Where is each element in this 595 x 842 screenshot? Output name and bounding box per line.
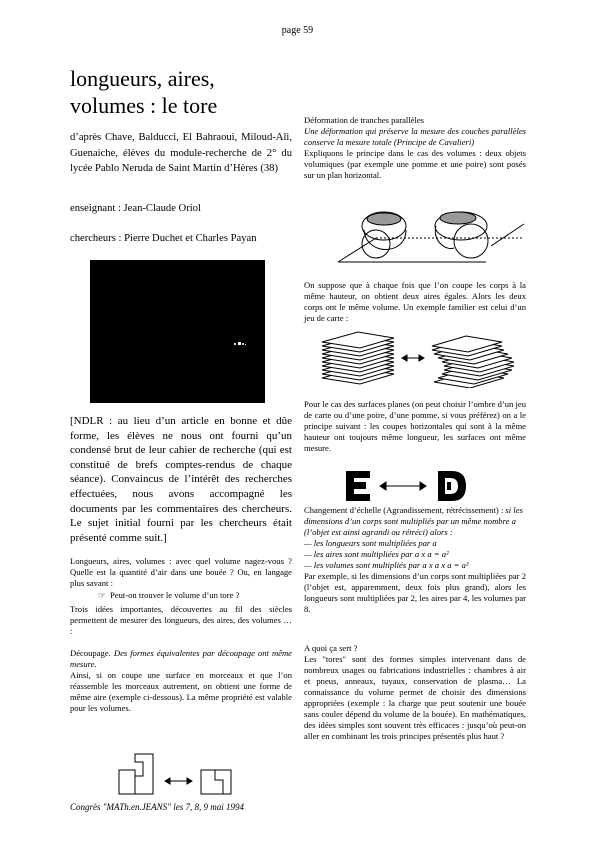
scale-example: Par exemple, si les dimensions d’un corps sont multipliées par 2 (l’objet est, apparemment, deux fois plus grand), alors les longueurs sont multipliées par 2, les aires par 4, les volumes par 8. <box>304 571 526 614</box>
surfaces-paragraph: Pour le cas des surfaces planes (on peut choisir l’ombre d’un jeu de carte ou d’une poire, d’une pomme, si vous préférez) on a le principe suivant : les coupes horizontales qui sont à la même hauteur ont toujours même longueur, les surfaces ont même mesure. <box>304 399 526 453</box>
intro-paragraph: Longueurs, aires, volumes : avec quel volume nagez-vous ? Quelle est la quantité d’air dans une bouée ? Ou, en langage plus savant : <box>70 556 292 588</box>
cavalieri-principle: Une déformation qui préserve la mesure des couches parallèles conserve la mesure totale (Principe de Cavalieri) <box>304 126 526 147</box>
suppose-paragraph: On suppose que à chaque fois que l’on coupe les corps à la même hauteur, on obtient deux aires égales. Alors les deux corps ont le même volume. Un exemple familier est celui d’un jeu de carte : <box>304 280 526 323</box>
researchers: chercheurs : Pierre Duchet et Charles Payan <box>70 233 257 244</box>
title-line-2: volumes : le tore <box>70 93 218 118</box>
scale-rule-volumes: — les volumes sont multipliés par a x a x a = a³ <box>304 560 469 570</box>
apple-pear-figure <box>336 196 526 271</box>
editor-note: [NDLR : au lieu d’un article en bonne et dûe forme, les élèves ne nous ont fourni qu’un condensé brut de leur cahier de recherche (qui est constitué de brefs comptes-rendus de chaque séance). Convaincus de l’intérêt des recherches effectuées, nous avons accompagné les documents par les commentaires des chercheurs. Le sujet initial fourni par les chercheurs était présenté comme suit.] <box>70 415 292 544</box>
page-number: page 59 <box>281 25 314 36</box>
title-line-1: longueurs, aires, <box>70 66 215 91</box>
intro-question <box>98 590 298 601</box>
three-ideas-paragraph: Trois idées importantes, découvertes au fil des siècles permettent de mesurer des longueurs, des aires, des volumes … : <box>70 604 292 636</box>
authors: d’après Chave, Balducci, El Bahraoui, Miloud-Ali, Guenaiche, élèves du module-recherche de 2° du lycée Pablo Neruda de Saint Martin d’Hères (38) <box>70 132 292 174</box>
usefulness-title: A quoi ça sert ? <box>304 643 358 653</box>
decoupage-section <box>70 648 292 714</box>
scale-section <box>304 505 526 615</box>
scale-rule-areas: — les aires sont multipliées par a x a = a² <box>304 549 449 559</box>
deformation-text: Expliquons le principe dans le cas des volumes : deux objets volumiques (par exemple une pomme et une poire) sont posés sur un plan horizontal. <box>304 148 526 180</box>
usefulness-text: Les "tores" sont des formes simples intervenant dans de nombreux usages ou fabrications industrielles : chambres à air et pneus, anneaux, tuyaux, conservation de plasma… La connaissance du volume permet de choisir des dimensions appropriées (exemple : la charge que peut soutenir une bouée sans couler dépend du volume de la bouée). En mathématiques, des idées simples sont souvent très efficaces : jusqu’où peut-on aller en combinant les trois principes présentés plus haut ? <box>304 654 526 741</box>
pointing-hand-icon: ☞ <box>98 590 106 600</box>
decoupage-text: Ainsi, si on coupe une surface en morceaux et que l’on réassemble les morceaux autrement, on obtient une forme de même aire (exemple ci-dessous). La même propriété est valable pour les volumes. <box>70 670 292 713</box>
scale-label: Changement d’échelle (Agrandissement, rétrécissement) : <box>304 505 504 515</box>
question-text: Peut-on trouver le volume d’un tore ? <box>110 590 240 600</box>
decoupage-label: Découpage. <box>70 648 111 658</box>
usefulness-section <box>304 643 526 742</box>
page-footer: Congrès "MATh.en.JEANS" les 7, 8, 9 mai 1994 <box>70 802 244 812</box>
decoupage-principle: Des formes équivalentes par découpage ont même mesure. <box>70 648 292 669</box>
letter-figure <box>346 470 466 502</box>
deformation-section <box>304 115 526 181</box>
dissection-figure <box>110 748 270 798</box>
dark-photo <box>90 260 265 403</box>
teacher: enseignant : Jean-Claude Oriol <box>70 203 201 214</box>
scale-rule-lengths: — les longueurs sont multipliées par a <box>304 538 437 548</box>
deformation-title: Déformation de tranches parallèles <box>304 115 425 125</box>
article-title <box>70 65 300 119</box>
scale-principle: si les dimensions d’un corps sont multipliés par un même nombre a (l’objet est ainsi agrandi ou rétréci) alors : <box>304 505 523 537</box>
card-stack-figure <box>320 328 525 388</box>
photo-highlight <box>233 341 247 347</box>
